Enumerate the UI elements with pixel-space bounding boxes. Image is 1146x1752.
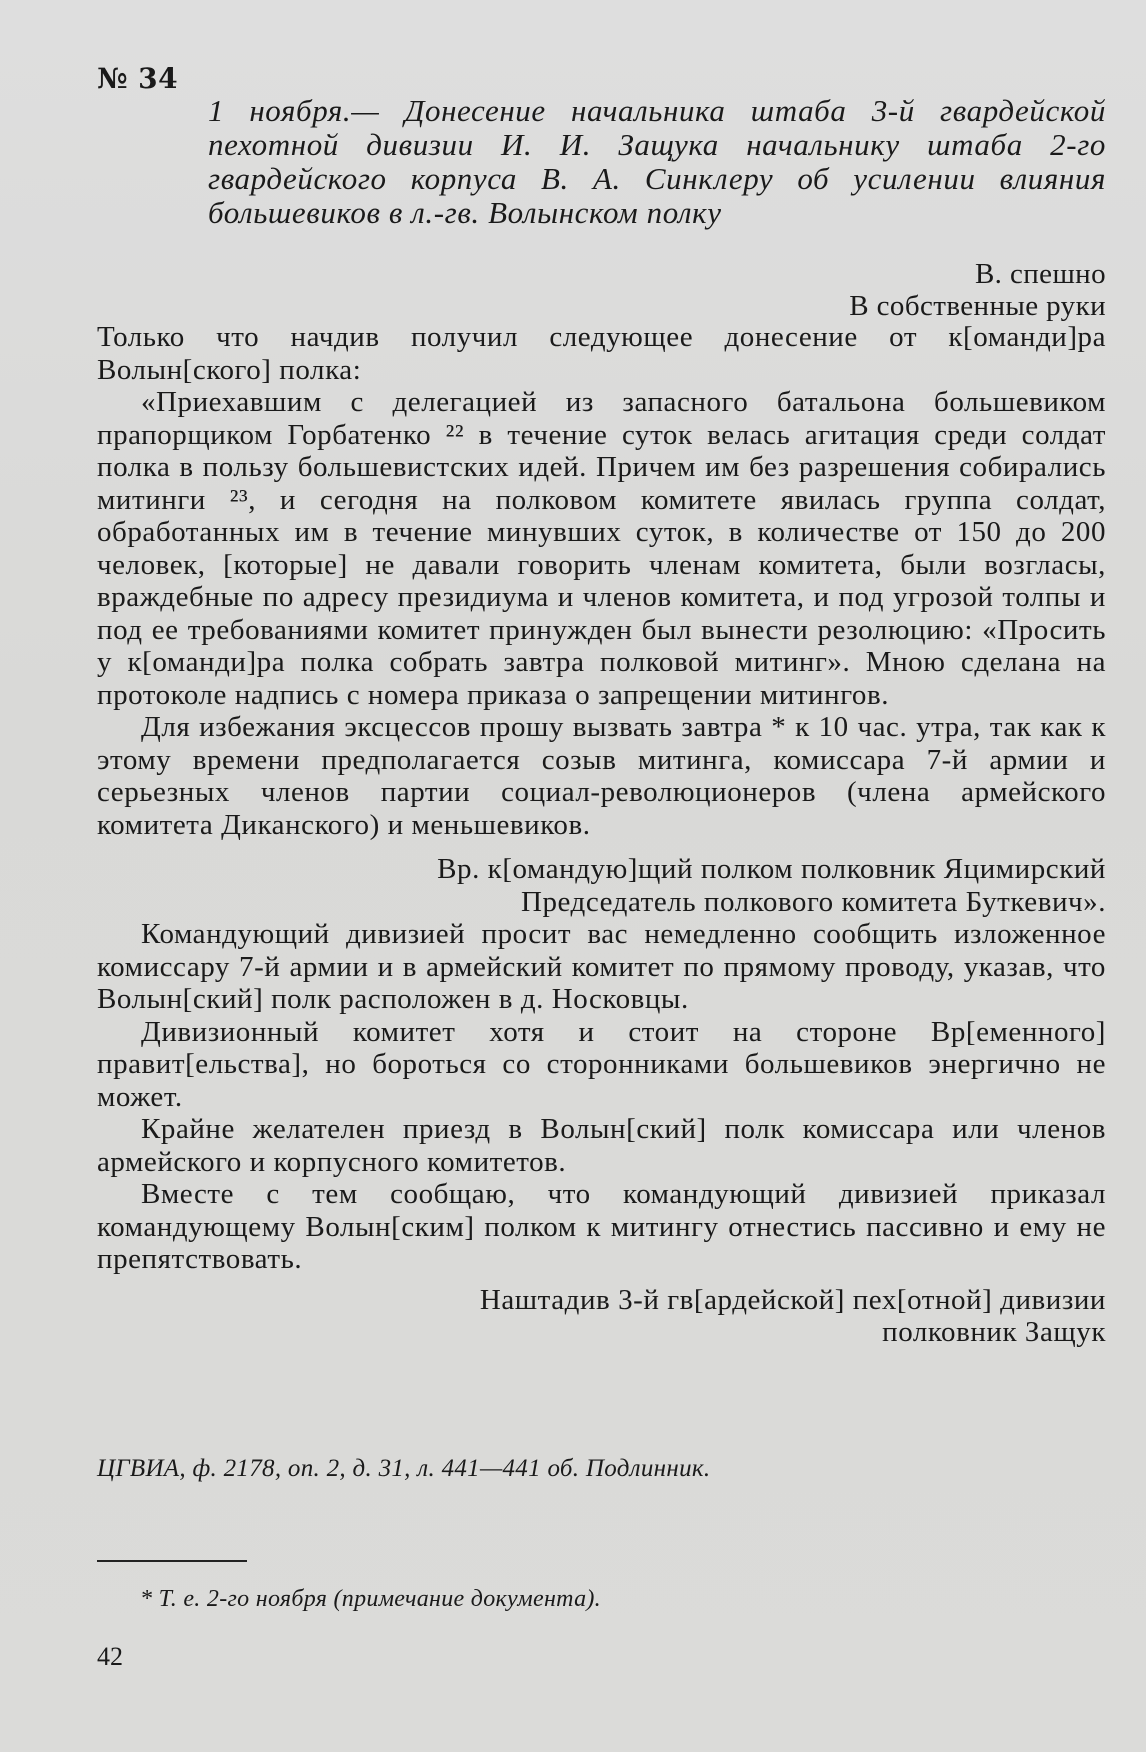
urgency-note: В. спешно — [974, 258, 1106, 290]
document-heading: 1 ноября.— Донесение начальника штаба 3-й гвардейской пехотной дивизии И. И. Защука начальнику штаба 2-го гвардейского корпуса В. А. Синклеру об усилении влияния большевиков в л.-гв. Волынском полку — [208, 93, 1106, 230]
closing-signature-title: Наштадив 3-й гв[ардейской] пех[отной] дивизии — [479, 1283, 1106, 1316]
paragraph-4: Вместе с тем сообщаю, что командующий дивизией приказал командующему Волын[ским] полком к митингу отнестись пассивно и ему не препятствовать. — [97, 1178, 1106, 1275]
paragraph-1: Командующий дивизией просит вас немедленно сообщить изложенное комиссару 7-й армии и в армейский комитет по прямому проводу, указав, что Волын[ский] полк расположен в д. Носковцы. — [97, 918, 1106, 1015]
closing-signature-name: полковник Защук — [882, 1316, 1106, 1348]
quote-signature-commander: Вр. к[омандую]щий полком полковник Яцимирский — [437, 853, 1106, 885]
paragraph-3: Крайне желателен приезд в Волын[ский] полк комиссара или членов армейского и корпусного комитетов. — [97, 1113, 1106, 1178]
delivery-note: В собственные руки — [849, 290, 1106, 322]
paragraph-2: Дивизионный комитет хотя и стоит на стороне Вр[еменного] правит[ельства], но бороться со сторонниками большевиков энергично не может. — [97, 1015, 1106, 1113]
footnote: * Т. е. 2-го ноября (примечание документа). — [140, 1586, 601, 1612]
quote-paragraph-1: «Приехавшим с делегацией из запасного батальона большевиком прапорщиком Горбатенко ²² в течение суток велась агитация среди солдат полка в пользу большевистских идей. Причем им без разрешения собирались митинги ²³, и сегодня на полковом комитете явилась группа солдат, обработанных им в течение минувших суток, в количестве от 150 до 200 человек, [которые] не давали говорить членам комитета, были возгласы, враждебные по адресу президиума и членов комитета, и под угрозой толпы и под ее требованиями комитет принужден был вынести резолюцию: «Просить у к[оманди]ра полка собрать завтра полковой митинг». Мною сделана на протоколе надпись с номера приказа о запрещении митингов. — [97, 386, 1106, 711]
footnote-divider — [97, 1560, 247, 1562]
document-number: № 34 — [97, 62, 179, 95]
archive-source: ЦГВИА, ф. 2178, оп. 2, д. 31, л. 441—441 об. Подлинник. — [97, 1455, 711, 1482]
urgency-block — [849, 258, 1106, 322]
intro-paragraph: Только что начдив получил следующее донесение от к[оманди]ра Волын[ского] полка: — [97, 321, 1106, 386]
closing-signature — [97, 1284, 1106, 1349]
quote-signature — [97, 853, 1106, 918]
document-body — [97, 321, 1106, 1349]
quote-paragraph-2: Для избежания эксцессов прошу вызвать завтра * к 10 час. утра, так как к этому времени предполагается созыв митинга, комиссара 7-й армии и серьезных членов партии социал-революционеров (члена армейского комитета Диканского) и меньшевиков. — [97, 711, 1106, 841]
page-number: 42 — [97, 1642, 123, 1671]
quote-signature-chairman: Председатель полкового комитета Буткевич». — [520, 885, 1106, 918]
